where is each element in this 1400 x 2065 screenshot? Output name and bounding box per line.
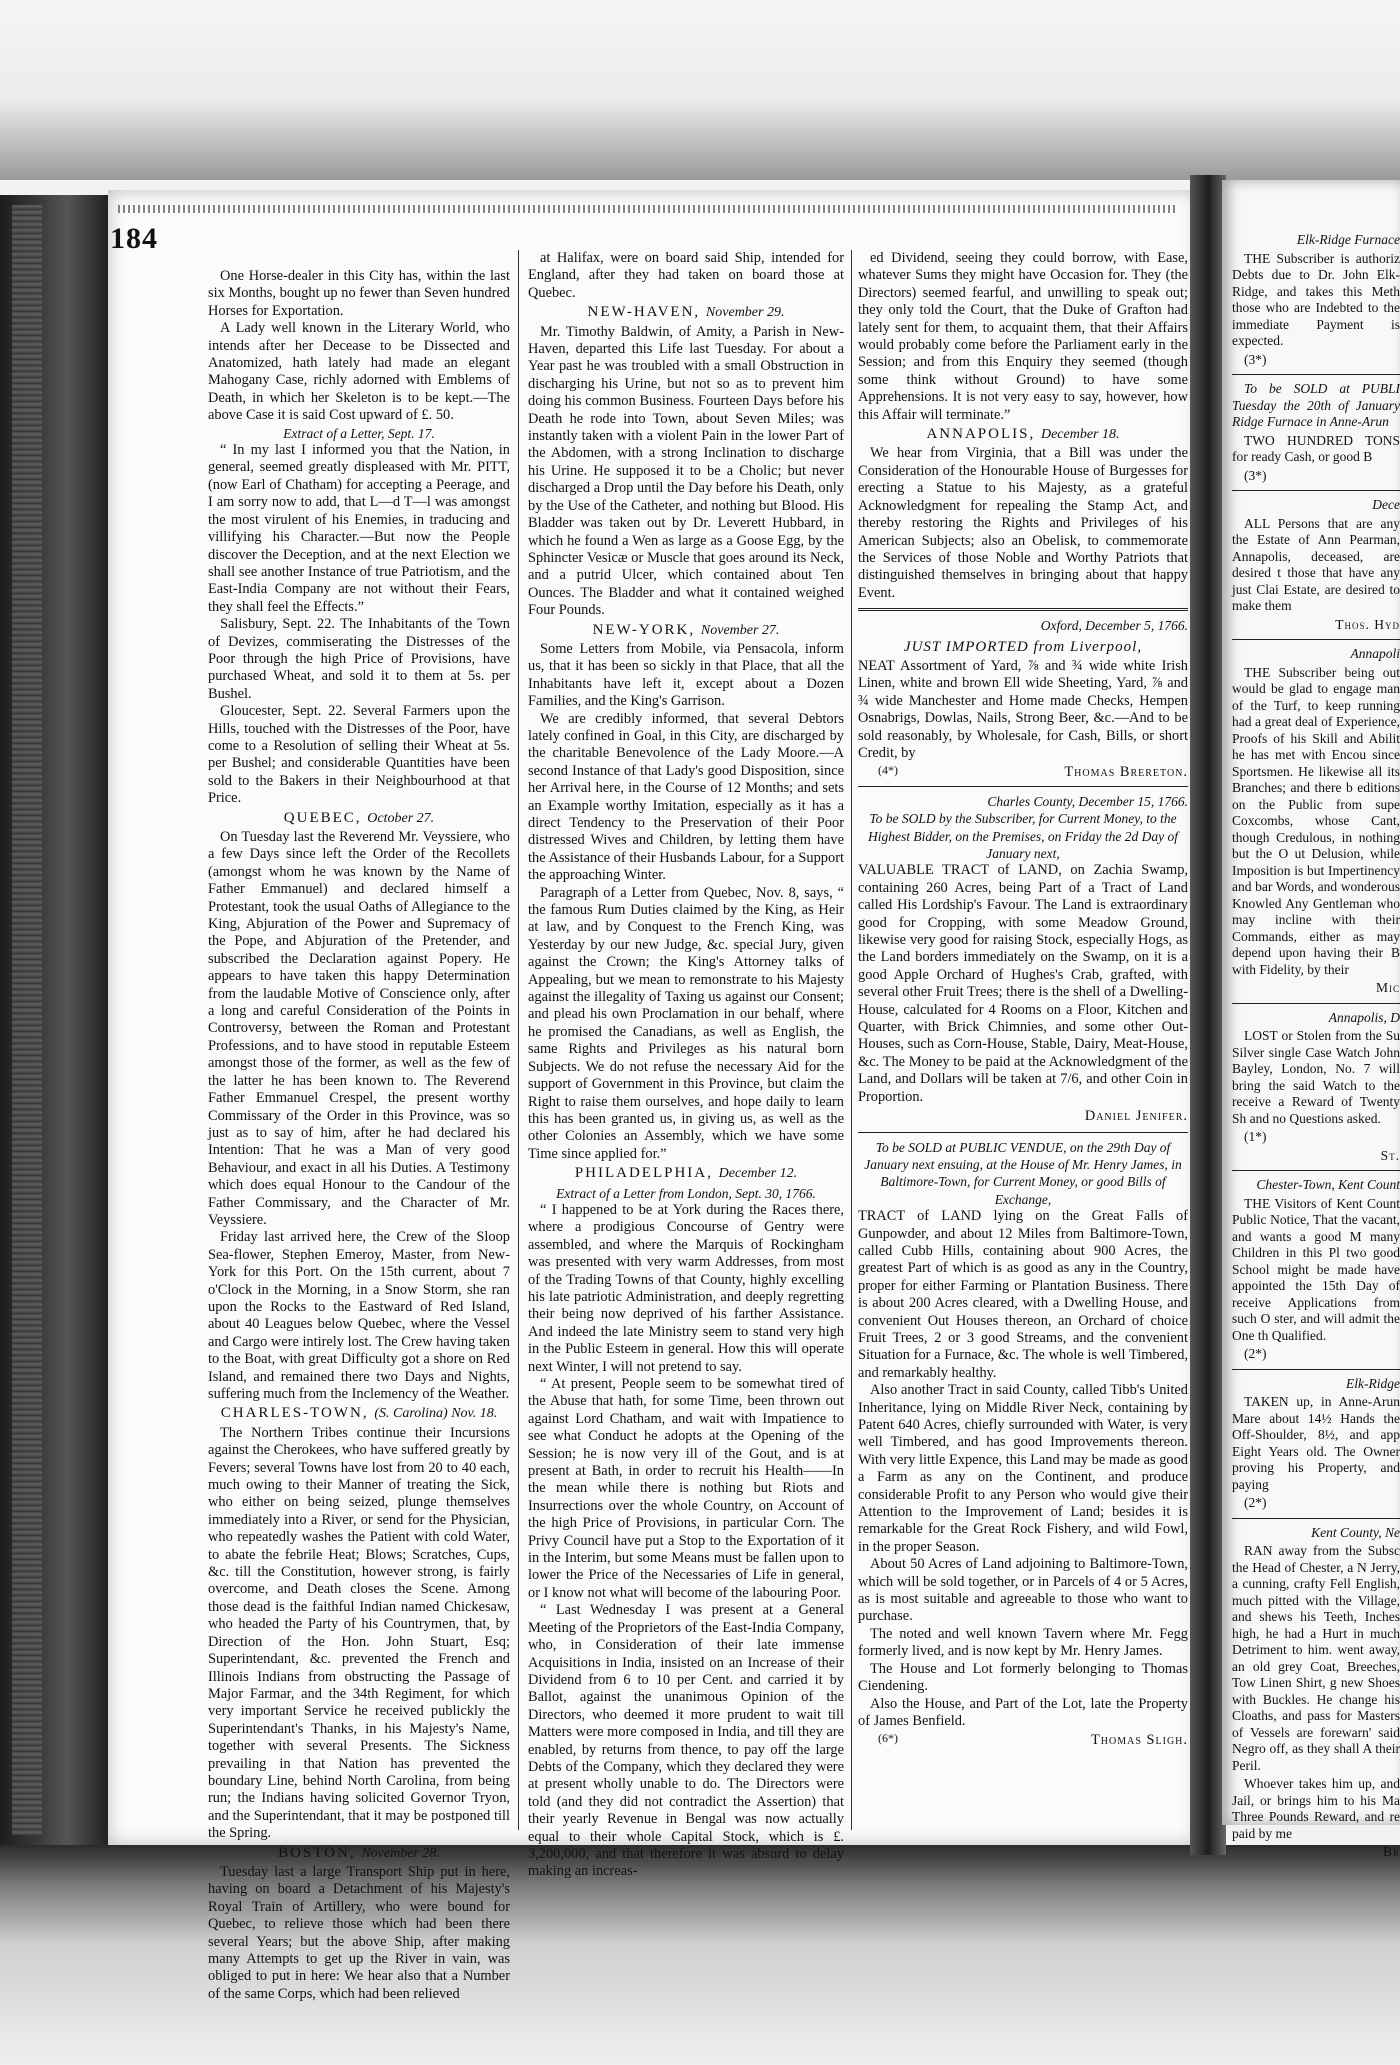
section-divider [1232, 1369, 1400, 1370]
ad-body: RAN away from the Subsc the Head of Chester, a N Jerry, a cunning, crafty Fell English, much pitted with the Village, and shews his Teeth, Inches high, he had a Hurt in much Detriment to him. went away, an old grey Coat, Breeches, Tow Linen Shirt, g new Shoes with Buckles. He change his Cloaths, and pass for Masters of Vessels are forewarn' said Negro off, as they shall A their Peril. [1232, 1543, 1400, 1773]
book-gutter [1190, 175, 1226, 1855]
ad-body: THE Visitors of Kent Count Public Notice, That the vacant, and wants a good M many Children in this Pl two good School might be made have appointed the 15th Day of receive Applications from such O ster, and will admit the One th Qualified. [1232, 1195, 1400, 1343]
paragraph: We are credibly informed, that several Debtors lately confined in Goal, in this City, are discharged by the charitable Benevolence of the Lady Moore.—A second Instance of that Lady's good Disposition, since her Arrival here, in the Course of 12 Months; and sets an Example worthy Imitation, especially as it has a direct Tendency to the Preservation of their Poor distressed Wives and Children, by letting them have the Assistance of their Husbands Labour, for a Support the approaching Winter. [528, 710, 844, 884]
ad-mark: (2*) [1244, 1346, 1267, 1361]
ad-place: Elk-Ridge Furnace [1296, 232, 1400, 247]
dateline-philadelphia [528, 1165, 844, 1182]
section-divider [858, 786, 1188, 787]
ad-place-date: Charles County, December 15, 1766. [987, 793, 1188, 809]
ad-body: VALUABLE TRACT of LAND, on Zachia Swamp, containing 260 Acres, being Part of a Tract of Land called His Lordship's Favour. The Land is extraordinary good for Cropping, with some Meadow Ground, likewise very good for raising Stock, especially Hogs, as the Land borders immediately on the Swamp, on it is a good Apple Orchard of Hughes's Crab, grafted, with several other Fruit Trees; there is the shell of a Dwelling-House, calculated for 4 Rooms on a Floor, Kitchen and Quarter, with Brick Chimnies, and some other Out-Houses, such as Corn-House, Stable, Dairy, Meat-House, &c. The Money to be paid at the Acknowledgment of the Land, and Dollars will be taken at 7/6, and other Coin in Proportion. [858, 862, 1188, 1105]
header-rule [118, 205, 1178, 213]
section-divider [1232, 1003, 1400, 1004]
paragraph: Some Letters from Mobile, via Pensacola, inform us, that it has been so sickly in that Place, that all the Inhabitants have left it, except about a Dozen Families, and the King's Garrison. [528, 640, 844, 710]
column-2 [528, 250, 844, 1880]
section-divider [858, 608, 1188, 611]
ad-place: Chester-Town, Kent Count [1256, 1177, 1400, 1192]
paragraph: at Halifax, were on board said Ship, intended for England, after they had taken on board those at Quebec. [528, 250, 844, 301]
ad-body: Also another Tract in said County, called Tibb's United Inheritance, lying on Middle River Neck, containing by Patent 640 Acres, chiefly surrounded with Water, is very well Timbered, and has good Improvements thereon. With very little Expence, this Land may be made as good a Farm as any on the Continent, and produce considerable Profit to any Person who would give their Attention to the Improvement of Land; besides it is remarkable for the Great Rock Fishery, and wild Fowl, in the proper Season. [858, 1382, 1188, 1555]
ad-place-date: Oxford, December 5, 1766. [1040, 618, 1188, 634]
ad-signature: Thomas Sligh. [1091, 1732, 1188, 1749]
dateline-date: (S. Carolina) Nov. 18. [374, 1406, 498, 1422]
section-divider [858, 1132, 1188, 1133]
ad-body: About 50 Acres of Land adjoining to Baltimore-Town, which will be sold together, or in Parcels of 4 or 5 Acres, as is most suitable and agreeable to those who want to purchase. [858, 1556, 1188, 1625]
ad-signature: Thomas Brereton. [1064, 764, 1188, 781]
advertisement-brereton [858, 617, 1188, 780]
dateline-quebec [208, 810, 510, 827]
dateline-place: CHARLES-TOWN, [220, 1405, 369, 1422]
ad-mark: (3*) [1244, 351, 1267, 367]
dateline-place: PHILADELPHIA, [574, 1165, 713, 1182]
ad-body: NEAT Assortment of Yard, ⅞ and ¾ wide white Irish Linen, white and brown Ell wide Sheeting, Yard, ⅞ and ¾ wide Manchester and Home made Checks, Hempen Osnabrigs, Dowlas, Nails, Strong Beer, &c.—And to be sold reasonably, by Wholesale, for Cash, Bills, or short Credit, by [858, 657, 1188, 761]
dateline-place: NEW-HAVEN, [587, 304, 701, 321]
ad-place: Annapoli [1350, 646, 1400, 661]
column-3 [858, 250, 1188, 1825]
paragraph: On Tuesday last the Reverend Mr. Veyssiere, who a few Days since left the Order of the Recollets (amongst whom he was known by the Name of Father Emmanuel) and declared himself a Protestant, took the usual Oaths of Allegiance to the King, Abjuration of the Power and Supremacy of the Pope, and Abjuration of the Pretender, and subscribed the Declaration against Popery. He appears to have taken this happy Determination from the laudable Motive of Conscience only, after a long and careful Consideration of the Points in Controversy, between the Roman and Protestant Professions, and to have stood in reputable Esteem amongst those of the former, as well as the few of the latter he has been known to. The Reverend Father Emmanuel Crespel, the present worthy Commissary of the Order in this Province, was so just as to say of him, after he had declared his Intention: That he was a Man of very good Behaviour, and exact in all his Duties. A Testimony which does equal Honour to the Candour of the Father Commissary, and the Character of Mr. Veyssiere. [208, 829, 510, 1228]
ad-body: TAKEN up, in Anne-Arun Mare about 14½ Hands the Off-Shoulder, 8½, and app Eight Years old. The Owner proving his Property, and paying [1232, 1394, 1400, 1492]
ad-body: TRACT of LAND lying on the Great Falls of Gunpowder, and about 12 Miles from Baltimore-Town, called Cubb Hills, containing about 900 Acres, the greatest Part of which is as good as any in the Country, proper for either Farming or Plantation Business. There is about 200 Acres cleared, with a Dwelling House, and convenient Out Houses thereon, an Orchard of choice Fruit Trees, 2 or 3 good Streams, and the convenient Situation for a Furnace, &c. The whole is well Timbered, and remarkably healthy. [858, 1208, 1188, 1381]
ad-mark: (1*) [1244, 1129, 1267, 1144]
ad-body: The House and Lot formerly belonging to Thomas Ciendening. [858, 1660, 1188, 1695]
advertisement-jenifer [858, 793, 1188, 1126]
ad-footer [858, 762, 1188, 779]
paragraph: We hear from Virginia, that a Bill was under the Consideration of the Honourable House of Burgesses for erecting a Statue to his Majesty, as a grateful Acknowledgment for repealing the Stamp Act, and thereby restoring the Rights and Privileges of his American Subjects; also an Obelisk, to commemorate the Services of those Noble and Worthy Patriots that distinguished themselves in bringing about that happy Event. [858, 445, 1188, 601]
ad-body: Also the House, and Part of the Lot, late the Property of James Benfield. [858, 1695, 1188, 1729]
paragraph: One Horse-dealer in this City has, within the last six Months, bought up no fewer than Seven hundred Horses for Exportation. [208, 268, 510, 319]
ad-mark: (4*) [878, 763, 898, 778]
ad-mark: (2*) [1244, 1495, 1267, 1510]
paragraph: “ Last Wednesday I was present at a General Meeting of the Proprietors of the East-India Company, who, in Consideration of their late immense Acquisitions in India, insisted on an Increase of their Dividend from 6 to 10 per Cent. and carried it by Ballot, against the unanimous Opinion of the Directors, who deemed it more prudent to wait till Matters were more composed in India, and till they are enabled, by returns from thence, to pay off the large Debts of the Company, which they declared they were at present wholly unable to do. The Directors were told (and they did not contradict the Assertion) that their yearly Revenue in Bengal was now actually equal to their whole Capital Stock, which is £. 3,200,000, and that therefore it was absurd to delay making an increas- [528, 1602, 844, 1880]
dateline-boston [208, 1845, 510, 1862]
paragraph: Gloucester, Sept. 22. Several Farmers upon the Hills, touched with the Distresses of the Poor, have come to a Resolution of selling their Wheat at 5s. per Bushel; and considerable Quantities have been sold to the Bakers in their Neighbourhood at that Price. [208, 703, 510, 807]
paragraph: Paragraph of a Letter from Quebec, Nov. 8, says, “ the famous Rum Duties claimed by the King, as Heir at law, and by Conquest to the French King, was Yesterday by our new Judge, &c. special Jury, given against the Crown; the King's Attorney talks of Appealing, but we mean to remonstrate to his Majesty against the illegality of Taxing us against our Consent; and plead his own Proclamation in our behalf, where he promised the Canadians, as well as English, the same Rights and Privileges as his natural born Subjects. We do not refuse the necessary Aid for the support of Government in this Province, but claim the Right to raise them ourselves, and hope daily to learn this has been granted us, in giving us, as well as the other Colonies an Assembly, which we have some Time since applied for.” [528, 884, 844, 1162]
dateline-newyork [528, 622, 844, 639]
ad-body: THE Subscriber being out would be glad to engage man of the Turf, to keep running had a great deal of Experience, Proofs of his Skill and Abilit he has met with Encou since Sportsmen. He likewise all its Branches; and there b editions on the Public from supe Coxcombs, whose Cant, though Credulous, in nothing but the O ut Delusion, while Imposition is but Impertinency and bar Words, and wonderous Knowled Any Gentleman who may incline with their Commands, either as may depend upon having their B with Fidelity, by their [1232, 664, 1400, 977]
ad-place: Kent County, Ne [1311, 1524, 1400, 1540]
ad-body: The noted and well known Tavern where Mr. Fegg formerly lived, and is now kept by Mr. Henry James. [858, 1625, 1188, 1660]
column-4-cropped [1232, 232, 1400, 1859]
paragraph: Salisbury, Sept. 22. The Inhabitants of the Town of Devizes, commiserating the Distresses of the Poor through the high Price of Provisions, have purchased Wheat, and sold it to them at 5s. per Bushel. [208, 616, 510, 702]
ad-heading: To be SOLD by the Subscriber, for Current Money, to the Highest Bidder, on the Premises, on Friday the 2d Day of January next, [868, 811, 1178, 861]
section-divider [1232, 1518, 1400, 1519]
dateline-date: December 18. [1040, 427, 1120, 443]
ad-place: Elk-Ridge [1346, 1375, 1400, 1391]
dateline-place: BOSTON, [278, 1844, 356, 1861]
paragraph: Friday last arrived here, the Crew of the Sloop Sea-flower, Stephen Emeroy, Master, from New-York for this Port. On the 15th current, about 7 o'Clock in the Morning, in a Snow Storm, she ran upon the Rocks to the Eastward of Red Island, about 40 Leagues below Quebec, where the Vessel and Cargo were intirely lost. The Crew having taken to the Boat, with great Difficulty got a shore on Red Island, and remained there two Days and Nights, suffering much from the Inclemency of the Weather. [208, 1229, 510, 1402]
dateline-date: November 27. [700, 622, 780, 638]
ad-place: Annapolis, D [1328, 1009, 1400, 1025]
section-divider [1232, 1170, 1400, 1171]
paragraph: The Northern Tribes continue their Incursions against the Cherokees, who have suffered greatly by Fevers; several Towns have lost from 20 to 40 each, much owing to their Manner of treating the Sick, who either on being seized, plunge themselves immediately into a River, or send for the Physician, who repeatedly washes the Patient with cold Water, to abate the febrile Heat; Blows; Scratches, Cups, &c. till the Constitution, however strong, is fairly overcome, and Death closes the Scene. Among those dead is the faithful Indian named Chickesaw, who headed the Party of his Countrymen, that, by Direction of the Hon. John Stuart, Esq; Superintendant, &c. prevented the French and Illinois Indians from obstructing the Passage of Major Farmar, and the 34th Regiment, for which very important Service he received publickly the Superintendant's Thanks, in his Majesty's Name, together with several Presents. The Sickness prevailing in that Nation has prevented the boundary Line, behind North Carolina, from being run; the Indians having solicited Governor Tryon, and the Superintendant, that it may be postponed till the Spring. [208, 1424, 510, 1842]
dateline-newhaven [528, 304, 844, 321]
ad-place: Dece [1372, 497, 1400, 512]
advertisement-sligh [858, 1139, 1188, 1748]
column-rule [518, 250, 519, 1830]
dateline-date: October 27. [367, 810, 435, 826]
ad-signature: Daniel Jenifer. [1084, 1108, 1188, 1125]
ad-body: ALL Persons that are any the Estate of Ann Pearman, Annapolis, deceased, are desired t those that have any just Clai Estate, are desired to make them [1232, 515, 1400, 613]
ad-heading: To be SOLD at PUBLIC VENDUE, on the 29th Day of January next ensuing, at the House of Mr. Henry James, in Baltimore-Town, for Current Money, or good Bills of Exchange, [864, 1139, 1182, 1207]
ad-signature: St. [1380, 1147, 1400, 1163]
ad-mark: (3*) [1244, 467, 1267, 483]
extract-heading: Extract of a Letter, Sept. 17. [283, 425, 435, 441]
dateline-annapolis [858, 426, 1188, 443]
ad-body: THE Subscriber is authoriz Debts due to Dr. John Elk-Ridge, and takes this Meth those who are Indebted to the immediate Payment is expected. [1232, 250, 1400, 348]
dateline-place: ANNAPOLIS, [926, 426, 1036, 443]
ad-signature: Mic [1375, 980, 1400, 995]
ad-heading: To be SOLD at PUBLI Tuesday the 20th of January Ridge Furnace in Anne-Arun [1232, 381, 1400, 429]
dateline-date: November 29. [705, 305, 785, 321]
dateline-date: December 12. [718, 1166, 798, 1182]
page-edges [12, 205, 42, 1835]
ad-mark: (6*) [878, 1731, 898, 1746]
section-divider [1232, 490, 1400, 491]
dateline-place: NEW-YORK, [592, 621, 696, 638]
extract-heading: Extract of a Letter from London, Sept. 30, 1766. [556, 1185, 816, 1201]
column-1 [208, 268, 510, 2002]
ad-body: Whoever takes him up, and Jail, or brings him to his Ma Three Pounds Reward, and re paid by me [1232, 1776, 1400, 1841]
paragraph: ed Dividend, seeing they could borrow, with Ease, whatever Sums they might have Occasion for. They (the Directors) seemed fearful, and unwilling to speak out; they only told the Court, that the Duke of Grafton had lately sent for them, to acquaint them, that their Affairs would probably come before the Parliament early in the Session; and from this Enquiry they seemed (though some think without Ground) to have some Apprehensions. It is not very easy to say, however, how this Affair will terminate.” [858, 250, 1188, 423]
dateline-date: November 28. [361, 1845, 440, 1861]
ad-body: TWO HUNDRED TONS for ready Cash, or good B [1232, 432, 1400, 464]
ad-body: LOST or Stolen from the Su Silver single Case Watch John Bayley, London, No. 7 will bring the said Watch to the receive a Reward of Twenty Sh and no Questions asked. [1232, 1028, 1400, 1126]
ad-signature: Br [1382, 1844, 1400, 1859]
ad-signature: Thos. Hyd [1335, 616, 1400, 632]
dateline-charlestown [208, 1405, 510, 1422]
paragraph: Mr. Timothy Baldwin, of Amity, a Parish in New-Haven, departed this Life last Tuesday. For about a Year past he was troubled with a small Obstruction in discharging his Urine, but not so as to prevent him doing his common Business. Fourteen Days before his Death he rode into Town, about Seven Miles; was instantly taken with a violent Pain in the lower Part of the Abdomen, with a strong Inclination to discharge his Urine. He supposed it to be a Cholic; but never discharged a Drop until the Day before his Death, only by the Use of the Catheter, and nothing but Blood. His Bladder was taken out by Dr. Leverett Hubbard, in which he found a Wen as large as a Goose Egg, by the Sphincter Vesicæ or Muscle that goes around its Neck, and a putrid Ulcer, which contained about Ten Ounces. The Bladder and what it contained weighed Four Pounds. [528, 323, 844, 619]
paragraph: “ I happened to be at York during the Races there, where a prodigious Concourse of Gentry were assembled, and where the Marquis of Rockingham was presented with very warm Addresses, from most of the Trading Towns of that County, highly excelling his late patriotic Administration, and deeply regretting their being now deprived of his farther Assistance. And indeed the late Ministry seem to stand very high in the Public Esteem in general. How this will operate next Winter, I will not pretend to say. [528, 1201, 844, 1375]
paragraph: “ At present, People seem to be somewhat tired of the Abuse that hath, for some Time, been thrown out against Lord Chatham, and wait with Impatience to see what Conduct he adopts at the Opening of the Session; he is now very ill of the Gout, and is at present at Bath, in order to recruit his Health——In the mean while there is nothing but Riots and Insurrections over the whole Country, on Account of the high Price of Provisions, in particular Corn. The Privy Council have put a Stop to the Exportation of it in the Interim, but some Means must be fallen upon to lower the Price of the Necessaries of Life in general, or I know not what will become of the labouring Poor. [528, 1376, 844, 1601]
paragraph: Tuesday last a large Transport Ship put in here, having on board a Detachment of his Majesty's Royal Train of Artillery, who were bound for Quebec, to relieve those which had been there several Years; but the above Ship, after making many Attempts to get up the River in vain, was obliged to put in here: We hear also that a Number of the same Corps, which had been relieved [208, 1863, 510, 2002]
dateline-place: QUEBEC, [283, 809, 362, 826]
page-number: 184 [110, 222, 158, 255]
section-divider [1232, 374, 1400, 375]
column-rule [851, 250, 852, 1830]
paragraph: “ In my last I informed you that the Nation, in general, seemed greatly displeased with Mr. PITT, (now Earl of Chatham) for accepting a Peerage, and I am sorry now to add, that L—d T—l was amongst the most virulent of his Enemies, in traducing and villifying his Character.—But now the People discover the Deception, and at the next Election we shall see another Instance of true Patriotism, and the East-India Company are not without their Fears, they shall feel the Effects.” [208, 442, 510, 615]
scan-background-top [0, 0, 1400, 180]
ad-heading: JUST IMPORTED from Liverpool, [903, 638, 1143, 655]
ad-footer [858, 1730, 1188, 1747]
paragraph: A Lady well known in the Literary World, who intends after her Decease to be Dissected and Anatomized, hath lately had made an elegant Mahogany Case, richly adorned with Emblems of Death, in which her Skeleton is to be kept.—The above Case it is said Cost upward of £. 50. [208, 320, 510, 424]
section-divider [1232, 639, 1400, 640]
